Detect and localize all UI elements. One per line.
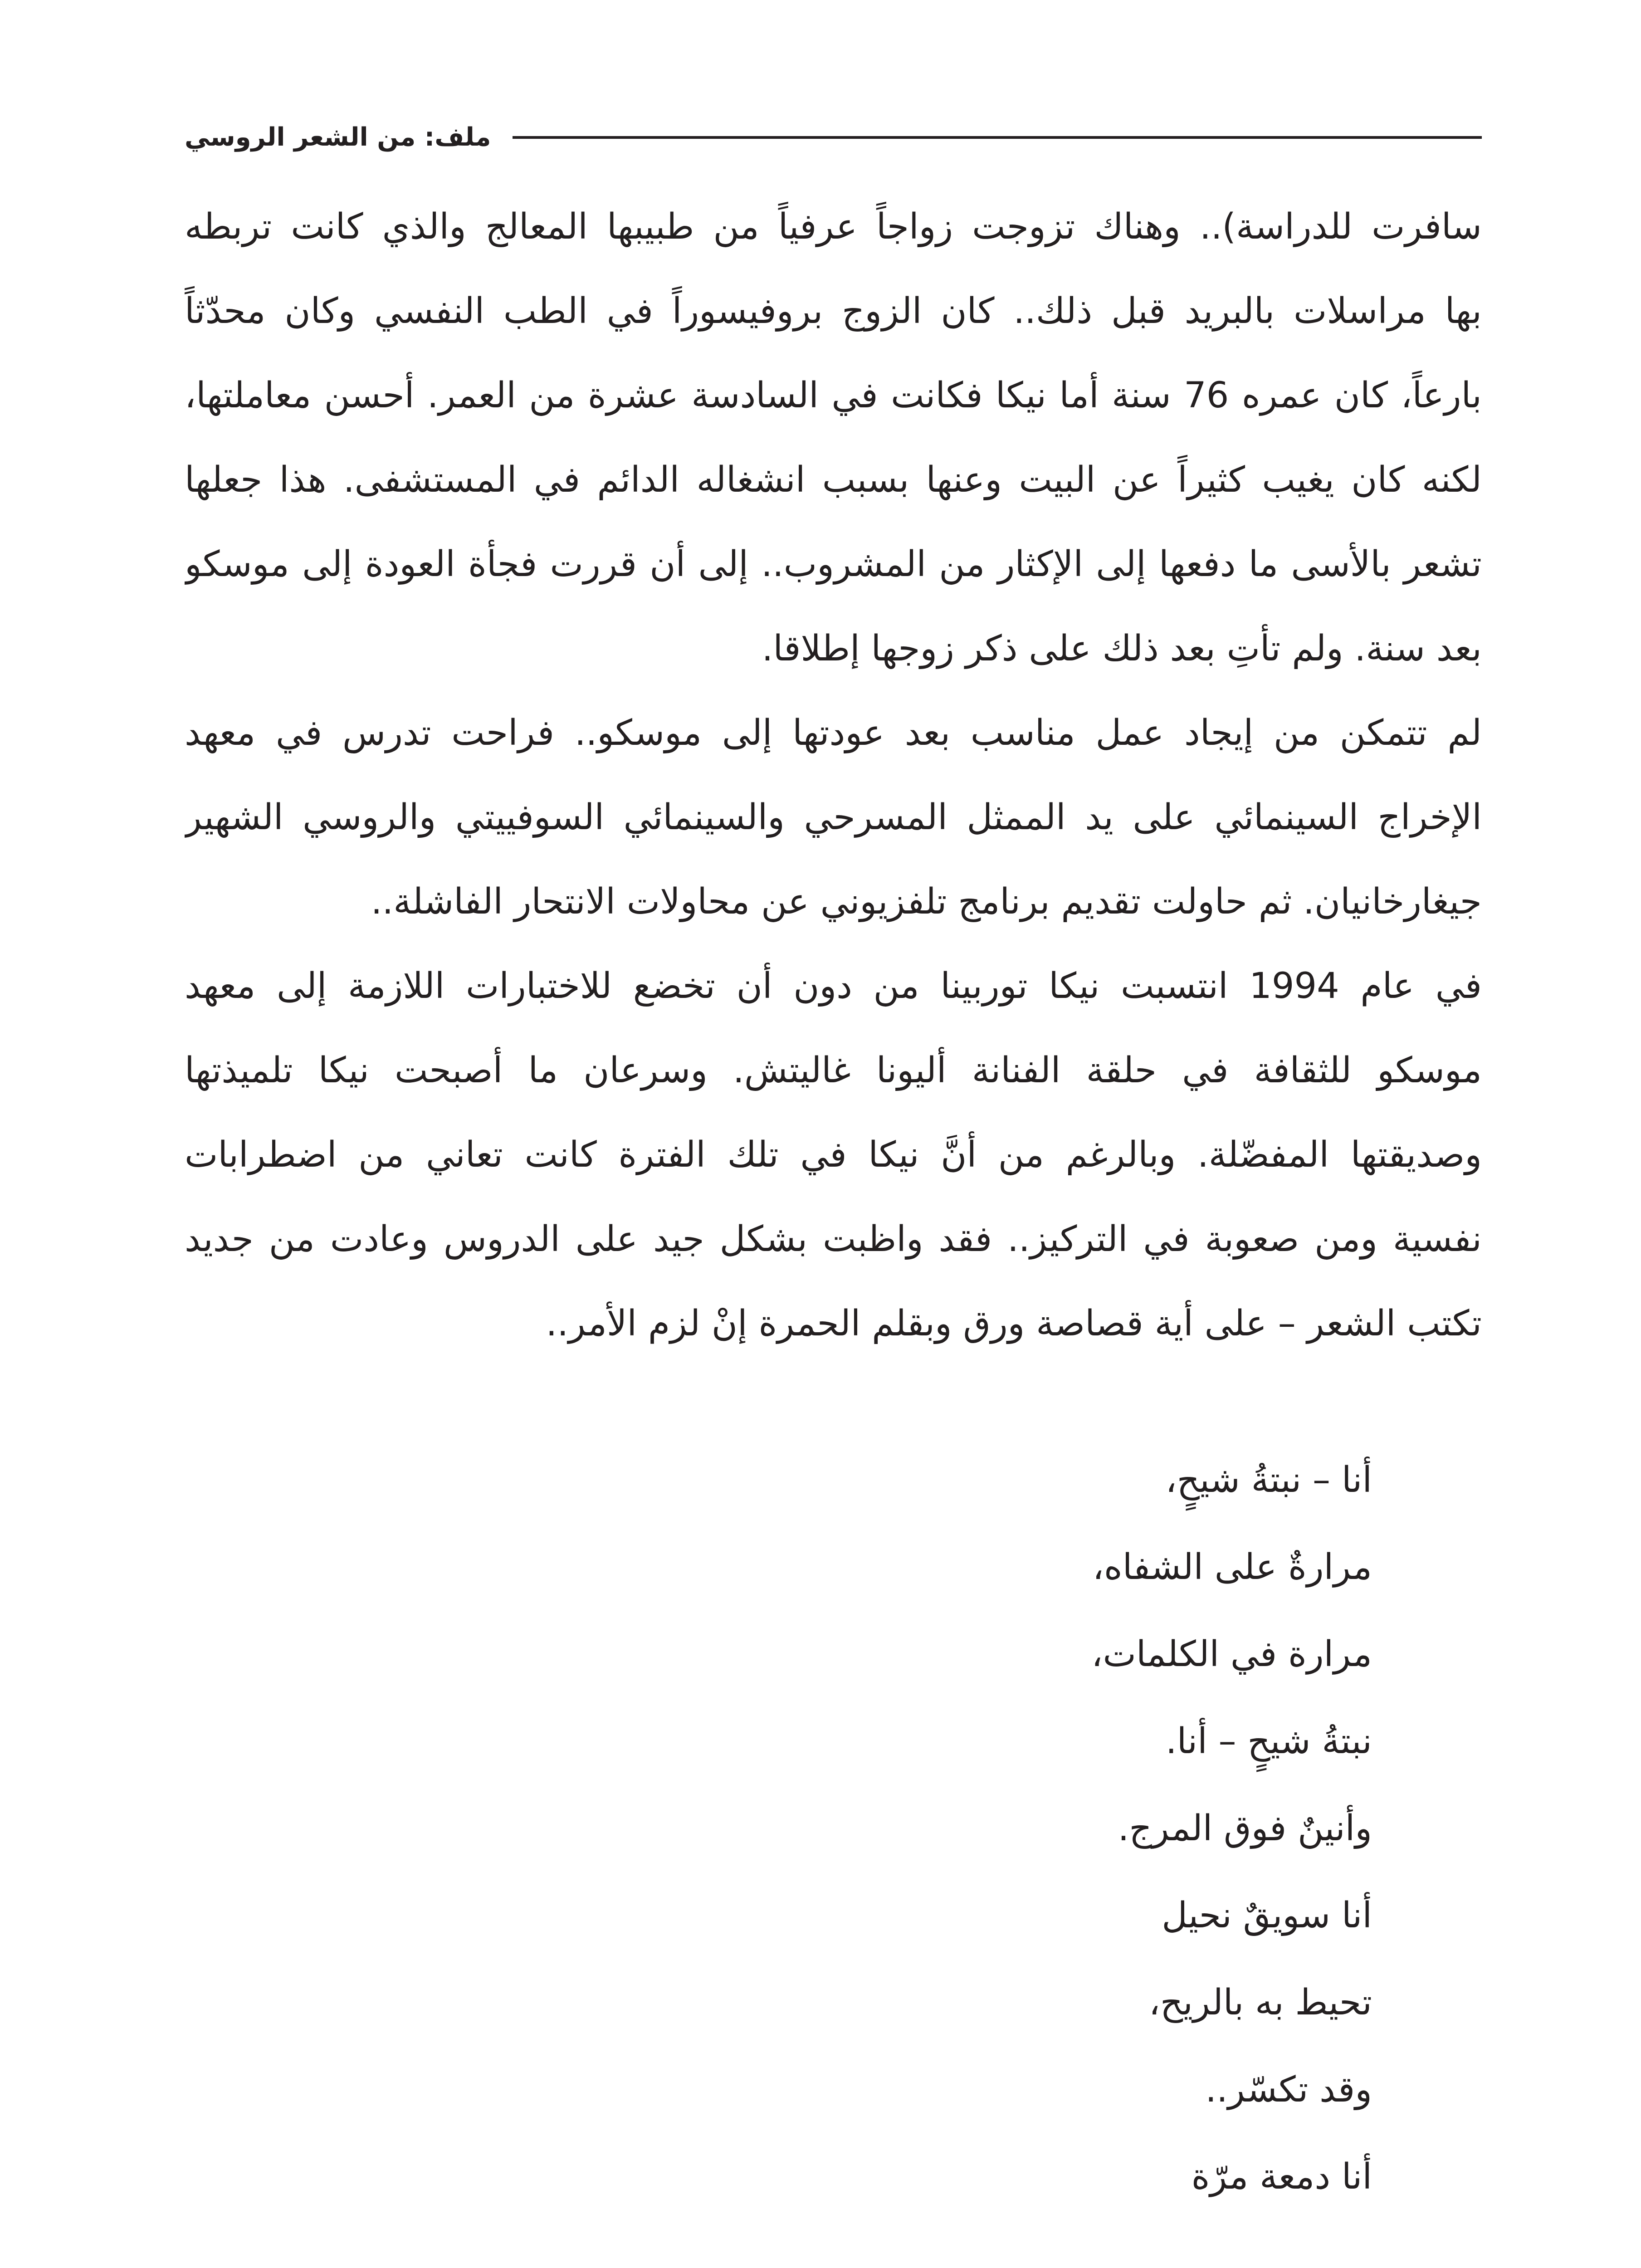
text-line: جيغارخانيان. ثم حاولت تقديم برنامج تلفزيوني عن محاولات الانتحار الفاشلة..	[371, 881, 1482, 922]
text-line: الإخراج السينمائي على يد الممثل المسرحي والسينمائي السوفييتي والروسي الشهير	[185, 797, 1482, 838]
poem-line: مرارة في الكلمات،	[1091, 1634, 1372, 1675]
text-line: لكنه كان يغيب كثيراً عن البيت وعنها بسبب انشغاله الدائم في المستشفى. هذا جعلها	[185, 459, 1482, 500]
text-line: سافرت للدراسة).. وهناك تزوجت زواجاً عرفياً من طبيبها المعالج والذي كانت تربطه	[185, 206, 1482, 247]
text-line: في عام 1994 انتسبت نيكا توربينا من دون أن تخضع للاختبارات اللازمة إلى معهد	[185, 966, 1482, 1007]
paragraph	[185, 691, 1482, 944]
poem-line: أنا دمعة مرّة	[1191, 2156, 1372, 2197]
running-header	[185, 117, 1482, 158]
poem-line: مرارةٌ على الشفاه،	[1092, 1547, 1372, 1588]
section-title: ملف: من الشعر الروسي	[185, 122, 491, 152]
poem	[556, 1437, 1372, 2220]
poem-line: تحيط به بالريح،	[1148, 1982, 1372, 2023]
text-line: موسكو للثقافة في حلقة الفنانة أليونا غاليتش. وسرعان ما أصبحت نيكا تلميذتها	[185, 1050, 1482, 1091]
paragraph	[185, 185, 1482, 691]
text-line: تكتب الشعر – على أية قصاصة ورق وبقلم الحمرة إنْ لزم الأمر..	[546, 1303, 1482, 1344]
poem-line: وأنينٌ فوق المرج.	[1118, 1808, 1372, 1849]
poem-line: وقد تكسّر..	[1205, 2069, 1372, 2110]
text-line: بها مراسلات بالبريد قبل ذلك.. كان الزوج بروفيسوراً في الطب النفسي وكان محدّثاً	[185, 291, 1482, 332]
header-rule	[513, 136, 1482, 139]
text-line: وصديقتها المفضّلة. وبالرغم من أنَّ نيكا في تلك الفترة كانت تعاني من اضطرابات	[185, 1134, 1482, 1175]
text-line: بارعاً، كان عمره 76 سنة أما نيكا فكانت في السادسة عشرة من العمر. أحسن معاملتها،	[185, 375, 1482, 416]
text-line: بعد سنة. ولم تأتِ بعد ذلك على ذكر زوجها إطلاقا.	[762, 628, 1482, 669]
article-body	[185, 185, 1482, 1366]
text-line: تشعر بالأسى ما دفعها إلى الإكثار من المشروب.. إلى أن قررت فجأة العودة إلى موسكو	[185, 544, 1482, 585]
poem-line: نبتةُ شيحٍ – أنا.	[1165, 1721, 1372, 1762]
text-line: لم تتمكن من إيجاد عمل مناسب بعد عودتها إلى موسكو.. فراحت تدرس في معهد	[185, 713, 1482, 753]
poem-line: أنا سويقٌ نحيل	[1162, 1895, 1372, 1936]
poem-line: أنا – نبتةُ شيحٍ،	[1165, 1460, 1372, 1501]
text-line: نفسية ومن صعوبة في التركيز.. فقد واظبت بشكل جيد على الدروس وعادت من جديد	[185, 1219, 1482, 1260]
paragraph	[185, 944, 1482, 1366]
